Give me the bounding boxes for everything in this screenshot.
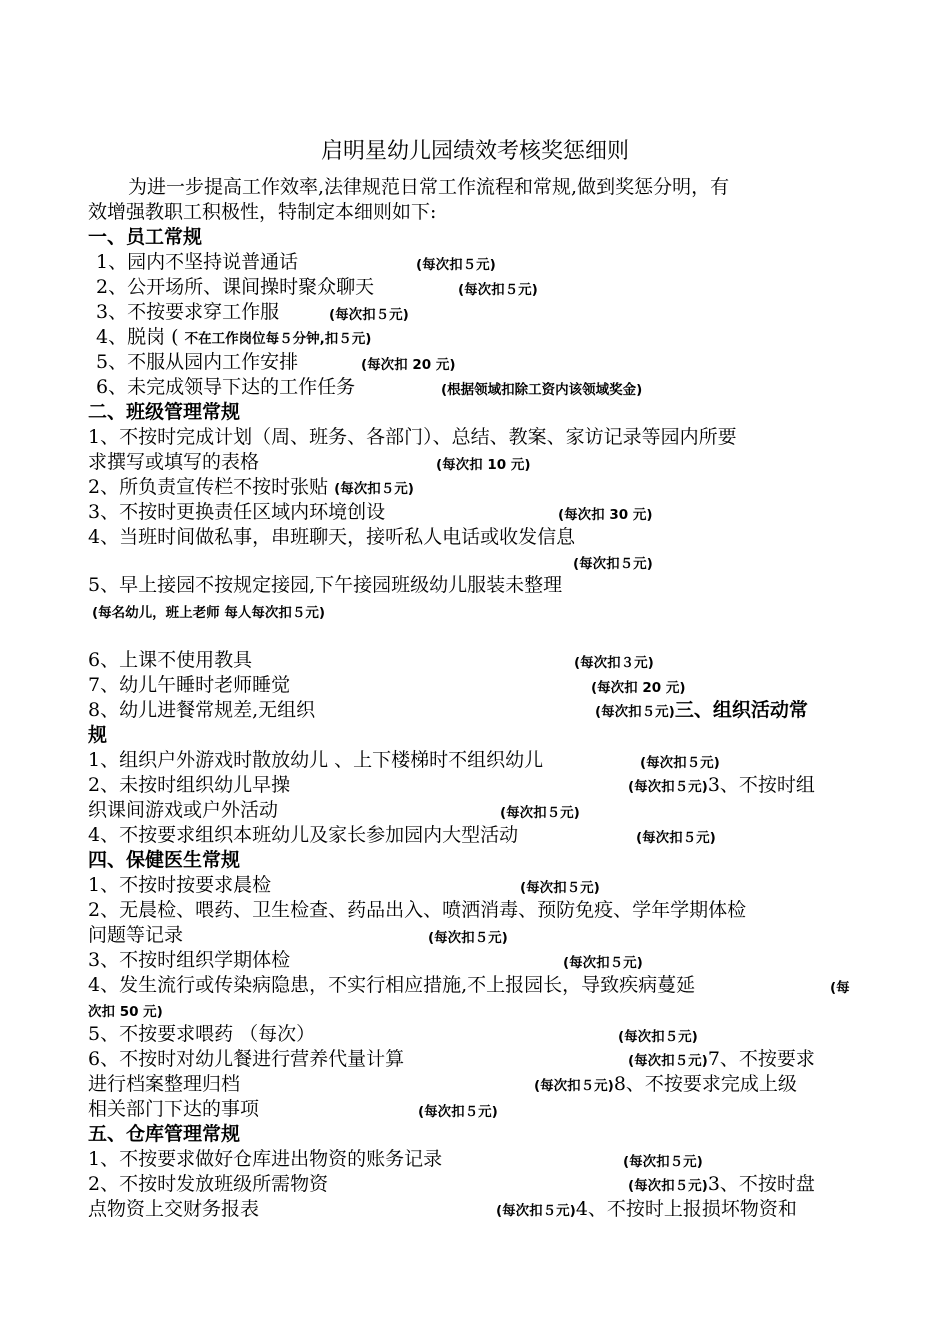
list-item (88, 1072, 868, 1096)
item-text: 8、不按要求完成上级 (613, 1073, 797, 1095)
item-text: 进行档案整理归档 (88, 1073, 241, 1095)
item-text: 4、不按时上报损坏物资和 (575, 1198, 797, 1220)
item-text: 2、公开场所、课间操时聚众聊天 (96, 276, 375, 298)
section-3-heading: 三、组织活动常 (674, 699, 808, 721)
item-text: 3、不按时盘 (707, 1173, 815, 1195)
list-item (88, 673, 868, 697)
item-text: 织课间游戏或户外活动 (88, 799, 279, 821)
list-item (96, 350, 876, 374)
list-item-text: 5、早上接园不按规定接园,下午接园班级幼儿服装未整理 (88, 574, 563, 596)
penalty-note: (每次扣５元) (534, 1078, 614, 1094)
penalty-note: (每次扣５元) (623, 1154, 703, 1170)
penalty-note: (每次扣５元) (334, 481, 414, 497)
item-text: 4、不按要求组织本班幼儿及家长参加园内大型活动 (88, 824, 519, 846)
document-title: 启明星幼儿园绩效考核奖惩细则 (320, 139, 629, 164)
list-item (96, 300, 876, 324)
penalty-note: (每次扣５元) (458, 282, 538, 298)
penalty-note: 次扣 50 元) (88, 1004, 163, 1020)
list-item (88, 475, 868, 501)
section-5-heading: 五、仓库管理常规 (88, 1123, 241, 1145)
item-text: 2、所负责宣传栏不按时张贴 (88, 476, 329, 498)
list-item (88, 1172, 868, 1196)
list-item (88, 873, 868, 897)
item-text: 2、未按时组织幼儿早操 (88, 774, 291, 796)
item-text: 4、发生流行或传染病隐患，不实行相应措施,不上报园长，导致疾病蔓延 (88, 974, 696, 996)
item-text: 4、脱岗 ( (96, 326, 179, 348)
section-4-heading: 四、保健医生常规 (88, 849, 241, 871)
penalty-note: (每次扣５元) (496, 1203, 576, 1219)
item-text: 1、不按时按要求晨检 (88, 874, 272, 896)
penalty-note: (每次扣 10 元) (436, 457, 531, 473)
intro-line-2: 效增强教职工积极性，特制定本细则如下: (88, 201, 437, 223)
list-item (88, 923, 868, 947)
list-item (96, 375, 876, 399)
list-item (88, 1022, 868, 1046)
list-item (96, 250, 876, 274)
item-text: 1、不按要求做好仓库进出物资的账务记录 (88, 1148, 443, 1170)
penalty-note: (每名幼儿，班上老师 每人每次扣５元) (92, 605, 326, 621)
section-2-heading: 二、班级管理常规 (88, 401, 241, 423)
list-item (88, 948, 868, 972)
item-text: 3、不按时更换责任区域内环境创设 (88, 501, 386, 523)
item-text: 5、不按要求喂药 （每次） (88, 1023, 316, 1045)
penalty-note: (根据领域扣除工资内该领域奖金) (441, 382, 643, 398)
item-text: 8、幼儿进餐常规差,无组织 (88, 699, 316, 721)
item-text: 相关部门下达的事项 (88, 1098, 260, 1120)
list-item (88, 1197, 868, 1221)
item-text: 3、不按要求穿工作服 (96, 301, 280, 323)
list-item (88, 1047, 868, 1071)
penalty-note: (每次扣５元) (418, 1104, 498, 1120)
item-text: 问题等记录 (88, 924, 184, 946)
penalty-note: (每次扣５元) (520, 880, 600, 896)
list-item (88, 1097, 868, 1121)
item-text: 2、不按时发放班级所需物资 (88, 1173, 329, 1195)
item-text: 6、上课不使用教具 (88, 649, 253, 671)
item-text: 7、幼儿午睡时老师睡觉 (88, 674, 291, 696)
penalty-note: (每次扣３元) (574, 655, 654, 671)
intro-line-1: 为进一步提高工作效率,法律规范日常工作流程和常规,做到奖惩分明，有 (128, 176, 730, 198)
penalty-note: (每次扣５元) (618, 1029, 698, 1045)
penalty-note: (每次扣５元) (329, 307, 409, 323)
item-text: 7、不按要求 (707, 1048, 815, 1070)
penalty-note: (每次扣５元) (628, 1053, 708, 1069)
list-item (88, 998, 868, 1024)
list-item (88, 648, 868, 672)
penalty-note: (每次扣５元) (628, 779, 708, 795)
item-text: 1、组织户外游戏时散放幼儿 、上下楼梯时不组织幼儿 (88, 749, 544, 771)
list-item-text: 4、当班时间做私事，串班聊天，接听私人电话或收发信息 (88, 526, 576, 548)
section-3-heading-cont: 规 (88, 724, 108, 746)
penalty-note: (每次扣５元) (636, 830, 716, 846)
list-item (88, 823, 868, 847)
item-text: 6、未完成领导下达的工作任务 (96, 376, 356, 398)
list-item (88, 773, 868, 797)
penalty-note: (每次扣５元) (573, 556, 653, 572)
list-item (96, 275, 876, 299)
section-1-heading: 一、员工常规 (88, 226, 203, 248)
penalty-note: (每次扣５元) (595, 704, 675, 720)
list-item (88, 798, 868, 822)
penalty-note: (每次扣 20 元) (361, 357, 456, 373)
item-text: 5、不服从园内工作安排 (96, 351, 299, 373)
penalty-note: (每次扣 20 元) (591, 680, 686, 696)
penalty-note: (每次扣 30 元) (558, 507, 653, 523)
penalty-note: (每次扣５元) (563, 955, 643, 971)
penalty-note: (每次扣５元) (640, 755, 720, 771)
list-item (88, 748, 868, 772)
list-item (88, 450, 868, 474)
item-text: 3、不按时组 (707, 774, 815, 796)
penalty-note: (每 (830, 980, 850, 996)
item-text: 求撰写或填写的表格 (88, 451, 260, 473)
list-item (88, 698, 868, 722)
penalty-note: (每次扣５元) (416, 257, 496, 273)
penalty-note: (每次扣５元) (428, 930, 508, 946)
list-item-text: 1、不按时完成计划（周、班务、各部门）、总结、教案、家访记录等园内所要 (88, 426, 737, 448)
item-text: 1、园内不坚持说普通话 (96, 251, 299, 273)
list-item (88, 973, 868, 997)
list-item (92, 599, 872, 625)
list-item-text: 2、无晨检、喂药、卫生检查、药品出入、喷洒消毒、预防免疫、学年学期体检 (88, 899, 747, 921)
penalty-note: (每次扣５元) (500, 805, 580, 821)
item-text: 3、不按时组织学期体检 (88, 949, 291, 971)
penalty-note: (每次扣５元) (628, 1178, 708, 1194)
penalty-note: 不在工作岗位每５分钟,扣５元) (184, 331, 372, 347)
item-text: 6、不按时对幼儿餐进行营养代量计算 (88, 1048, 405, 1070)
list-item (88, 500, 868, 524)
list-item (88, 1147, 868, 1171)
list-item (96, 325, 876, 351)
item-text: 点物资上交财务报表 (88, 1198, 260, 1220)
